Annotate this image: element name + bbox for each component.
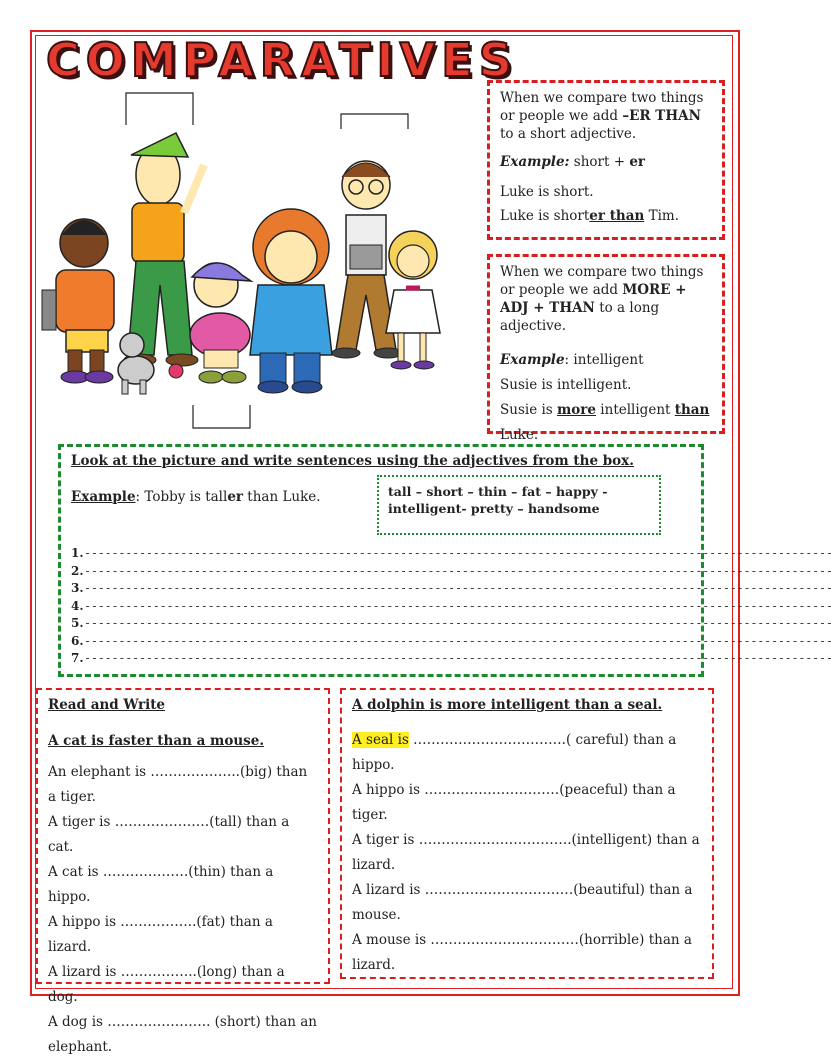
answer-lines — [71, 545, 831, 668]
rule-long-intro — [500, 263, 712, 335]
line-number: 5. — [71, 616, 84, 630]
example-text: short + — [569, 154, 630, 170]
dolphin-sentence: A mouse is ……………………………(horrible) than a lizard. — [352, 932, 692, 973]
example-long-text: : intelligent — [564, 352, 644, 368]
exercise-example-end: than Luke. — [243, 489, 321, 505]
answer-line[interactable]: 4. - - - - - - - - - - - - - - - - - - - - - - - - - - - - - - - - - - - - - - - - - - - - - - - - - - - - - - - - - - - - - - - - - - - - - - - - - - - - - - - - - - - - - - - - - - - - - - - - - - - - - - - - - - - - - — [71, 598, 831, 613]
rule-short-er-than: –ER THAN — [622, 108, 701, 124]
kids-illustration — [36, 85, 476, 430]
answer-line[interactable]: 7. - - - - - - - - - - - - - - - - - - - - - - - - - - - - - - - - - - - - - - - - - - - - - - - - - - - - - - - - - - - - - - - - - - - - - - - - - - - - - - - - - - - - - - - - - - - - - - - - - - - - - - - - - - - - - — [71, 651, 831, 665]
s2l-a: Susie is — [500, 402, 558, 418]
dolphin-heading: A dolphin is more intelligent than a seal. — [352, 697, 663, 713]
line-number: 1. — [71, 546, 84, 560]
answer-line[interactable]: 6. - - - - - - - - - - - - - - - - - - - - - - - - - - - - - - - - - - - - - - - - - - - - - - - - - - - - - - - - - - - - - - - - - - - - - - - - - - - - - - - - - - - - - - - - - - - - - - - - - - - - - - - - - - - - - — [71, 633, 831, 648]
exercise-picture-box — [58, 444, 831, 677]
answer-line[interactable]: 3. - - - - - - - - - - - - - - - - - - - - - - - - - - - - - - - - - - - - - - - - - - - - - - - - - - - - - - - - - - - - - - - - - - - - - - - - - - - - - - - - - - - - - - - - - - - - - - - - - - - - - - - - - - - - - — [71, 581, 831, 595]
s2l-than: than — [674, 402, 710, 418]
dolphin-sentence-first — [352, 728, 702, 778]
read-write-sentence: A cat is ……………….(thin) than a hippo. — [48, 864, 274, 905]
adjectives-box: tall – short – thin – fat – happy - intelligent- pretty – handsome — [377, 475, 661, 535]
page-title: COMPARATIVES — [46, 33, 518, 87]
read-write-sentence: A hippo is ……………..(fat) than a lizard. — [48, 914, 273, 955]
line-number: 3. — [71, 581, 84, 595]
read-write-box — [36, 688, 330, 1055]
rule-short-example — [500, 153, 712, 171]
line-number: 4. — [71, 598, 84, 613]
boy-dark — [42, 219, 114, 383]
rule-short-intro-text: When we compare two things or people we add — [500, 90, 704, 124]
s2l-c: intelligent — [596, 402, 675, 418]
answer-line[interactable]: 2. - - - - - - - - - - - - - - - - - - - - - - - - - - - - - - - - - - - - - - - - - - - - - - - - - - - - - - - - - - - - - - - - - - - - - - - - - - - - - - - - - - - - - - - - - - - - - - - - - - - - - - - - - - - - - — [71, 563, 831, 578]
dolphin-sentence: A tiger is …………………………….(intelligent) than a lizard. — [352, 832, 700, 873]
dolphin-sentence: A lizard is ……………………………(beautiful) than a mouse. — [352, 882, 693, 923]
rule-long-sentence-1: Susie is intelligent. — [500, 377, 632, 393]
exercise-example-label: Example — [71, 489, 136, 505]
rule-short-intro — [500, 89, 712, 143]
rule-short-intro-end: to a short adjective. — [500, 126, 637, 142]
example-er: er — [629, 154, 646, 170]
rule-short-sentence-2 — [500, 207, 712, 225]
exercise-example-text: : Tobby is tall — [135, 489, 228, 505]
s2-c: Tim. — [644, 208, 680, 224]
rule-long-sentence-2-end: Luke. — [500, 427, 539, 443]
label-box-tall — [126, 93, 193, 125]
s2-a: Luke is short — [500, 208, 590, 224]
line-number: 7. — [71, 651, 84, 665]
rule-short-sentence-1: Luke is short. — [500, 184, 594, 200]
exercise-title: Look at the picture and write sentences using the adjectives from the box. — [71, 453, 634, 469]
example-label-long: Example — [500, 352, 565, 368]
answer-line[interactable]: 1. - - - - - - - - - - - - - - - - - - - - - - - - - - - - - - - - - - - - - - - - - - - - - - - - - - - - - - - - - - - - - - - - - - - - - - - - - - - - - - - - - - - - - - - - - - - - - - - - - - - - - - - - - - - - - — [71, 546, 831, 560]
example-label: Example: — [500, 154, 570, 170]
label-box-short — [193, 405, 250, 428]
rule-box-long-adjectives — [487, 254, 725, 443]
read-write-sentence: A tiger is …………………(tall) than a cat. — [48, 814, 290, 855]
highlight-a-seal-is: A seal is — [352, 732, 409, 748]
read-write-heading: Read and Write — [48, 697, 166, 713]
read-write-sentence: An elephant is ………………..(big) than a tiger. — [48, 764, 308, 805]
rule-long-more-adj-than: MORE + ADJ + THAN — [500, 282, 687, 316]
rule-long-example — [500, 351, 712, 369]
dolphin-sentence: A hippo is …………………………(peaceful) than a tiger. — [352, 782, 676, 823]
rule-long-sentence-2 — [500, 401, 712, 419]
line-number: 6. — [71, 633, 84, 648]
rule-box-short-adjectives — [487, 80, 725, 240]
read-write-sentence: A dog is ………………….. (short) than an elephant. — [48, 1014, 318, 1055]
exercise-example-er: er — [227, 489, 244, 505]
dolphin-first-rest: …………………………….( careful) than a hippo. — [352, 732, 677, 773]
answer-line[interactable]: 5. - - - - - - - - - - - - - - - - - - - - - - - - - - - - - - - - - - - - - - - - - - - - - - - - - - - - - - - - - - - - - - - - - - - - - - - - - - - - - - - - - - - - - - - - - - - - - - - - - - - - - - - - - - - - - — [71, 616, 831, 630]
rule-long-intro-text: When we compare two things or people we add — [500, 264, 704, 298]
girl-redhair — [250, 209, 332, 393]
s2l-more: more — [557, 402, 597, 418]
s2-er-than: er than — [589, 208, 645, 224]
label-box-girl — [341, 114, 408, 129]
line-number: 2. — [71, 563, 84, 578]
exercise-example — [71, 489, 321, 505]
read-write-sentence: A lizard is ……………..(long) than a dog. — [48, 964, 285, 1005]
dolphin-box — [340, 688, 714, 979]
read-write-example: A cat is faster than a mouse. — [48, 733, 265, 749]
rule-long-intro-end: to a long adjective. — [500, 300, 660, 334]
